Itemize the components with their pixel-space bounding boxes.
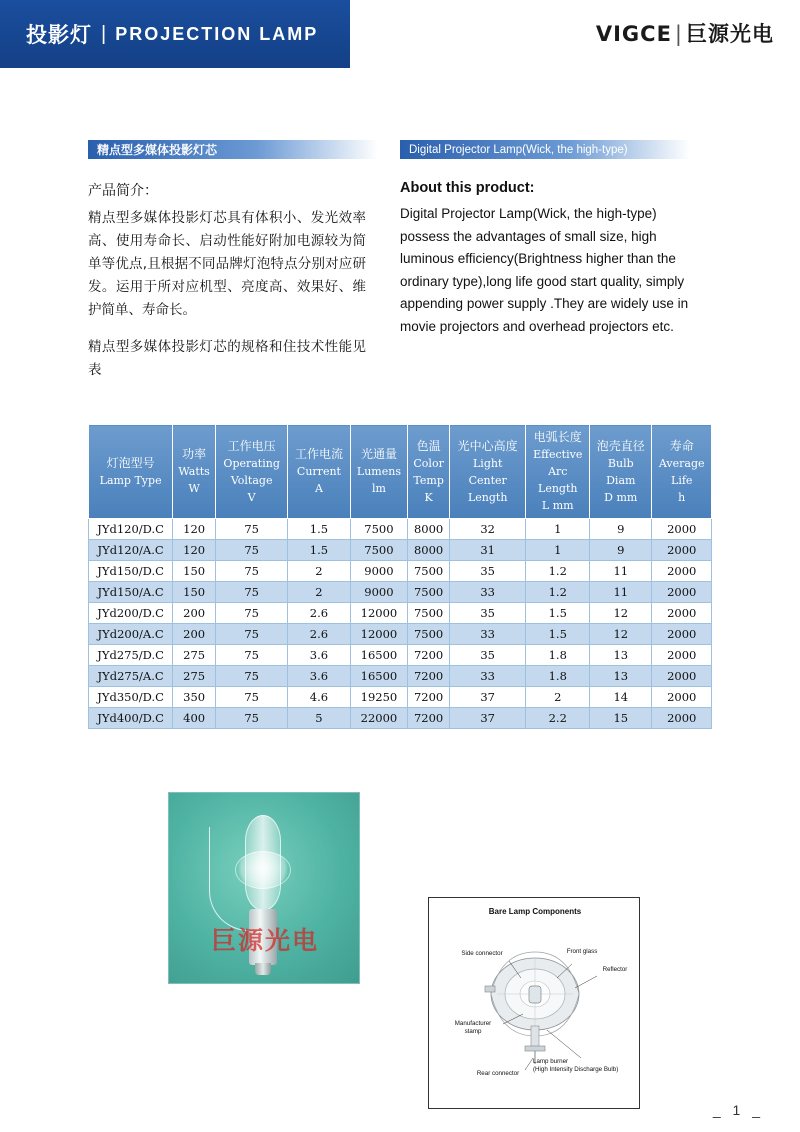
table-cell-r4-c9: 2000 [652, 603, 712, 624]
diagram-label-lamp-burner-line1: Lamp burner [533, 1058, 569, 1065]
table-cell-r4-c1: 200 [173, 603, 216, 624]
table-cell-r1-c7: 1 [526, 540, 590, 561]
table-cell-r0-c3: 1.5 [288, 519, 350, 540]
table-header-cell-4 [350, 425, 408, 519]
page-number: _ 1 _ [712, 1102, 764, 1118]
table-cell-r8-c6: 37 [449, 687, 525, 708]
table-header-cell-8-line-3: D mm [604, 490, 638, 504]
table-cell-r9-c3: 5 [288, 708, 350, 729]
table-cell-r7-c7: 1.8 [526, 666, 590, 687]
table-cell-r0-c1: 120 [173, 519, 216, 540]
diagram-label-lamp-burner [533, 1058, 637, 1074]
table-header-cell-2 [216, 425, 288, 519]
table-cell-r6-c9: 2000 [652, 645, 712, 666]
table-header-cell-2-line-0: 工作电压 [227, 438, 276, 453]
table-header-cell-8-line-0: 泡壳直径 [596, 438, 645, 453]
table-cell-r7-c2: 75 [216, 666, 288, 687]
table-header-cell-9-line-0: 寿命 [669, 438, 694, 453]
table-cell-r0-c4: 7500 [350, 519, 408, 540]
table-header-cell-3-line-0: 工作电流 [294, 447, 343, 461]
table-cell-r0-c2: 75 [216, 519, 288, 540]
table-cell-r1-c4: 7500 [350, 540, 408, 561]
table-header-cell-0-line-1: Lamp Type [99, 473, 162, 487]
table-cell-r9-c0: JYd400/D.C [89, 708, 173, 729]
table-cell-r5-c0: JYd200/A.C [89, 624, 173, 645]
table-cell-r5-c9: 2000 [652, 624, 712, 645]
english-description-column [400, 180, 700, 338]
table-cell-r5-c3: 2.6 [288, 624, 350, 645]
table-cell-r9-c9: 2000 [652, 708, 712, 729]
table-header-cell-1 [173, 425, 216, 519]
table-cell-r4-c7: 1.5 [526, 603, 590, 624]
table-row [89, 519, 712, 540]
table-header-cell-0-line-0: 灯泡型号 [106, 455, 155, 470]
table-row [89, 645, 712, 666]
table-body [89, 519, 712, 729]
table-row [89, 666, 712, 687]
table-header-cell-3-line-2: A [314, 482, 323, 495]
table-header-cell-6-line-0: 光中心高度 [457, 438, 518, 453]
header-title-cn: 投影灯 [26, 23, 92, 47]
table-cell-r3-c9: 2000 [652, 582, 712, 603]
table-cell-r6-c7: 1.8 [526, 645, 590, 666]
table-cell-r3-c5: 7500 [408, 582, 450, 603]
table-header-cell-5-line-1: Color [413, 456, 444, 470]
diagram-label-manufacturer-stamp-line2: stamp [464, 1028, 482, 1035]
table-cell-r4-c4: 12000 [350, 603, 408, 624]
table-cell-r3-c8: 11 [590, 582, 652, 603]
table-cell-r7-c5: 7200 [408, 666, 450, 687]
product-photo [168, 792, 360, 984]
table-header-cell-9-line-1: Average [658, 456, 705, 470]
table-header-cell-6-line-3: Length [467, 490, 508, 504]
table-header-cell-1-line-0: 功率 [182, 447, 207, 461]
table-cell-r5-c4: 12000 [350, 624, 408, 645]
bare-lamp-diagram [428, 897, 640, 1109]
table-header-cell-2-line-1: Operating [223, 456, 280, 470]
diagram-label-reflector: Reflector [602, 966, 628, 973]
table-cell-r0-c7: 1 [526, 519, 590, 540]
header-separator: | [101, 22, 107, 45]
specification-table-wrapper [88, 424, 712, 729]
brand-logo [596, 18, 774, 48]
table-header-cell-2-line-2: Voltage [230, 473, 273, 487]
table-cell-r7-c9: 2000 [652, 666, 712, 687]
table-cell-r5-c7: 1.5 [526, 624, 590, 645]
table-header-cell-6 [449, 425, 525, 519]
table-cell-r1-c8: 9 [590, 540, 652, 561]
table-cell-r1-c1: 120 [173, 540, 216, 561]
table-header-cell-3 [288, 425, 350, 519]
table-cell-r0-c0: JYd120/D.C [89, 519, 173, 540]
table-cell-r6-c6: 35 [449, 645, 525, 666]
table-cell-r1-c3: 1.5 [288, 540, 350, 561]
table-cell-r3-c2: 75 [216, 582, 288, 603]
table-header-row [89, 425, 712, 519]
table-cell-r7-c6: 33 [449, 666, 525, 687]
table-cell-r8-c5: 7200 [408, 687, 450, 708]
table-cell-r3-c6: 33 [449, 582, 525, 603]
table-cell-r9-c6: 37 [449, 708, 525, 729]
table-cell-r9-c5: 7200 [408, 708, 450, 729]
table-header-cell-7 [526, 425, 590, 519]
table-cell-r9-c2: 75 [216, 708, 288, 729]
table-cell-r1-c6: 31 [449, 540, 525, 561]
table-row [89, 708, 712, 729]
table-header-cell-7-line-0: 电弧长度 [533, 430, 582, 444]
table-cell-r2-c1: 150 [173, 561, 216, 582]
brand-separator: | [674, 22, 683, 46]
table-cell-r8-c0: JYd350/D.C [89, 687, 173, 708]
table-cell-r8-c4: 19250 [350, 687, 408, 708]
table-header-cell-9-line-3: h [678, 490, 686, 504]
table-cell-r3-c1: 150 [173, 582, 216, 603]
diagram-label-lamp-burner-line2: (High Intensity Discharge Bulb) [533, 1066, 619, 1073]
table-row [89, 603, 712, 624]
brand-name-en: VIGCE [595, 22, 672, 46]
table-cell-r0-c8: 9 [590, 519, 652, 540]
table-cell-r5-c6: 33 [449, 624, 525, 645]
table-header-cell-1-line-2: W [188, 482, 200, 495]
table-cell-r2-c9: 2000 [652, 561, 712, 582]
cn-paragraph-1: 精点型多媒体投影灯芯具有体积小、发光效率高、使用寿命长、启动性能好附加电源较为简单等优点,且根据不同品牌灯泡特点分别对应研发。运用于所对应机型、亮度高、效果好、维护简单、寿命长。 [88, 210, 366, 318]
diagram-label-rear-connector: Rear connector [476, 1070, 520, 1077]
table-cell-r4-c6: 35 [449, 603, 525, 624]
table-cell-r8-c8: 14 [590, 687, 652, 708]
table-cell-r2-c3: 2 [288, 561, 350, 582]
table-cell-r6-c1: 275 [173, 645, 216, 666]
table-row [89, 540, 712, 561]
table-header-cell-7-line-4: L mm [541, 499, 574, 512]
table-row [89, 687, 712, 708]
diagram-label-manufacturer-stamp-line1: Manufacturer [454, 1020, 492, 1027]
diagram-label-front-glass: Front glass [566, 948, 598, 955]
table-header-cell-4-line-0: 光通量 [360, 447, 397, 461]
table-header-cell-4-line-2: lm [371, 482, 386, 495]
table-row [89, 561, 712, 582]
table-cell-r7-c1: 275 [173, 666, 216, 687]
table-cell-r5-c1: 200 [173, 624, 216, 645]
table-cell-r6-c8: 13 [590, 645, 652, 666]
table-header-cell-9 [652, 425, 712, 519]
table-header-cell-8 [590, 425, 652, 519]
table-cell-r1-c5: 8000 [408, 540, 450, 561]
table-cell-r8-c2: 75 [216, 687, 288, 708]
page-header [0, 0, 800, 68]
table-cell-r0-c5: 8000 [408, 519, 450, 540]
table-header-cell-9-line-2: Life [671, 473, 693, 487]
table-header-cell-5-line-3: K [424, 490, 433, 504]
table-cell-r5-c2: 75 [216, 624, 288, 645]
table-cell-r3-c7: 1.2 [526, 582, 590, 603]
photo-watermark: 巨源光电 [210, 926, 319, 955]
table-cell-r3-c4: 9000 [350, 582, 408, 603]
table-cell-r8-c3: 4.6 [288, 687, 350, 708]
table-cell-r0-c9: 2000 [652, 519, 712, 540]
table-cell-r2-c0: JYd150/D.C [89, 561, 173, 582]
table-cell-r3-c3: 2 [288, 582, 350, 603]
table-cell-r7-c8: 13 [590, 666, 652, 687]
specification-table [88, 424, 712, 729]
section-title-bar-en [400, 140, 690, 159]
table-header-cell-5 [408, 425, 450, 519]
diagram-artwork [429, 898, 641, 1110]
table-cell-r5-c8: 12 [590, 624, 652, 645]
table-cell-r8-c1: 350 [173, 687, 216, 708]
table-cell-r4-c8: 12 [590, 603, 652, 624]
table-cell-r9-c4: 22000 [350, 708, 408, 729]
table-row [89, 624, 712, 645]
chinese-description-column [88, 180, 366, 382]
table-cell-r4-c2: 75 [216, 603, 288, 624]
section-title-en-label: Digital Projector Lamp(Wick, the high-type) [409, 143, 628, 156]
table-cell-r6-c5: 7200 [408, 645, 450, 666]
table-header-cell-5-line-0: 色温 [416, 438, 441, 453]
table-header-cell-7-line-1: Effective [533, 448, 583, 461]
table-cell-r6-c4: 16500 [350, 645, 408, 666]
table-cell-r0-c6: 32 [449, 519, 525, 540]
table-cell-r9-c8: 15 [590, 708, 652, 729]
table-header-cell-3-line-1: Current [296, 465, 341, 478]
table-header-cell-5-line-2: Temp [413, 473, 444, 487]
table-header-cell-7-line-3: Length [538, 482, 578, 495]
table-cell-r2-c5: 7500 [408, 561, 450, 582]
en-paragraph: Digital Projector Lamp(Wick, the high-type) possess the advantages of small size, high luminous efficiency(Brightness higher than the ordinary type),long life good start quality, simply appending power supply .They are widely use in movie projectors and overhead projectors etc. [400, 206, 689, 334]
cn-heading: 产品简介： [88, 183, 158, 199]
table-header-cell-8-line-1: Bulb [607, 456, 634, 470]
table-row [89, 582, 712, 603]
table-header-cell-4-line-1: Lumens [356, 465, 401, 478]
table-header-cell-2-line-3: V [247, 490, 256, 504]
table-header-cell-0 [89, 425, 173, 519]
table-cell-r4-c3: 2.6 [288, 603, 350, 624]
table-cell-r7-c4: 16500 [350, 666, 408, 687]
table-cell-r9-c1: 400 [173, 708, 216, 729]
table-cell-r8-c9: 2000 [652, 687, 712, 708]
table-cell-r1-c2: 75 [216, 540, 288, 561]
table-cell-r2-c4: 9000 [350, 561, 408, 582]
table-cell-r6-c3: 3.6 [288, 645, 350, 666]
table-cell-r7-c0: JYd275/A.C [89, 666, 173, 687]
table-cell-r1-c9: 2000 [652, 540, 712, 561]
table-header-cell-6-line-1: Light [473, 456, 503, 470]
table-header-cell-7-line-2: Arc [548, 465, 568, 478]
table-header-cell-8-line-2: Diam [606, 473, 636, 487]
table-cell-r5-c5: 7500 [408, 624, 450, 645]
diagram-label-side-connector: Side connector [461, 950, 503, 957]
brand-name-cn: 巨源光电 [686, 22, 774, 46]
diagram-title: Bare Lamp Components [488, 907, 582, 916]
table-cell-r6-c2: 75 [216, 645, 288, 666]
table-header-cell-1-line-1: Watts [178, 465, 210, 478]
table-cell-r2-c8: 11 [590, 561, 652, 582]
table-cell-r2-c7: 1.2 [526, 561, 590, 582]
table-cell-r1-c0: JYd120/A.C [89, 540, 173, 561]
section-title-cn-label: 精点型多媒体投影灯芯 [97, 143, 218, 157]
diagram-label-manufacturer-stamp [443, 1020, 503, 1036]
table-cell-r4-c0: JYd200/D.C [89, 603, 173, 624]
table-cell-r7-c3: 3.6 [288, 666, 350, 687]
en-heading: About this product: [400, 180, 535, 196]
lamp-tip-graphic [255, 963, 271, 975]
table-cell-r4-c5: 7500 [408, 603, 450, 624]
lamp-arc-chamber-graphic [235, 851, 291, 889]
table-cell-r9-c7: 2.2 [526, 708, 590, 729]
table-cell-r8-c7: 2 [526, 687, 590, 708]
table-cell-r2-c6: 35 [449, 561, 525, 582]
header-banner [0, 0, 350, 68]
section-title-bar-cn [88, 140, 378, 159]
table-header-cell-6-line-2: Center [468, 473, 507, 487]
table-cell-r6-c0: JYd275/D.C [89, 645, 173, 666]
table-head [89, 425, 712, 519]
table-cell-r2-c2: 75 [216, 561, 288, 582]
table-cell-r3-c0: JYd150/A.C [89, 582, 173, 603]
cn-paragraph-2: 精点型多媒体投影灯芯的规格和住技术性能见表 [88, 339, 366, 378]
header-title-en: PROJECTION LAMP [115, 23, 319, 44]
